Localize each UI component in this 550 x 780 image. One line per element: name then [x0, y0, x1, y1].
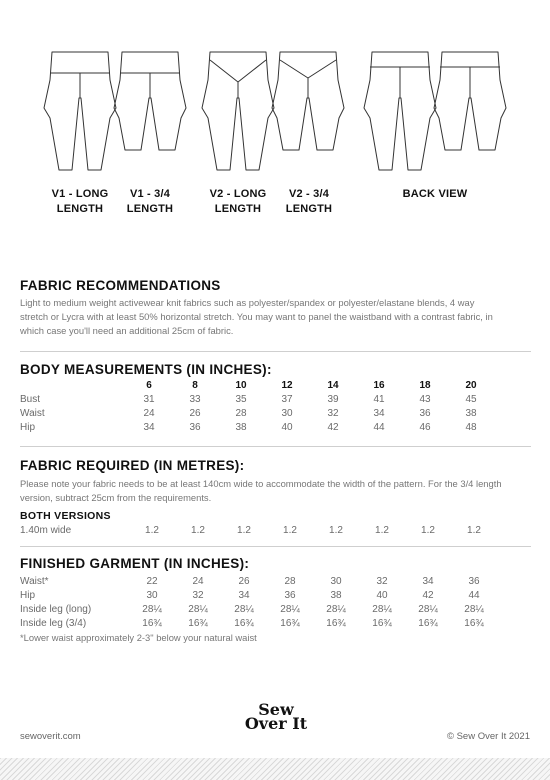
- table-cell: 28: [235, 408, 247, 419]
- size-cell: 14: [327, 380, 339, 391]
- table-cell: 1.2: [237, 525, 251, 536]
- finished-garment-title: FINISHED GARMENT (IN INCHES):: [20, 556, 250, 571]
- table-cell: 36: [419, 408, 431, 419]
- row-label: Waist: [20, 408, 45, 419]
- table-cell: 1.2: [191, 525, 205, 536]
- table-cell: 28¼: [418, 604, 438, 615]
- table-cell: 44: [468, 590, 480, 601]
- table-cell: 28¼: [188, 604, 208, 615]
- table-cell: 40: [376, 590, 388, 601]
- table-cell: 1.2: [145, 525, 159, 536]
- v1-three-quarter-leggings-drawing: [114, 52, 186, 150]
- table-cell: 36: [468, 576, 480, 587]
- v2-three-quarter-leggings-drawing: [272, 52, 344, 150]
- table-cell: 30: [330, 576, 342, 587]
- table-cell: 44: [373, 422, 385, 433]
- divider: [20, 351, 531, 352]
- table-cell: 16¾: [280, 618, 300, 629]
- row-label: 1.40m wide: [20, 525, 72, 536]
- table-cell: 31: [143, 394, 155, 405]
- table-cell: 28¼: [280, 604, 300, 615]
- back-view-long-drawing: [364, 52, 436, 170]
- table-cell: 48: [465, 422, 477, 433]
- table-cell: 26: [189, 408, 201, 419]
- table-cell: 41: [373, 394, 385, 405]
- table-cell: 38: [235, 422, 247, 433]
- sew-over-it-logo: [236, 700, 316, 733]
- table-cell: 16¾: [464, 618, 484, 629]
- row-label: Waist*: [20, 576, 49, 587]
- logo-line-1: Sew: [258, 700, 294, 719]
- decorative-stripe-border: [0, 758, 550, 780]
- size-cell: 20: [465, 380, 477, 391]
- table-cell: 1.2: [283, 525, 297, 536]
- table-cell: 1.2: [467, 525, 481, 536]
- table-cell: 36: [284, 590, 296, 601]
- logo-line-2: Over It: [244, 714, 308, 733]
- body-measurements-title: BODY MEASUREMENTS (IN INCHES):: [20, 362, 272, 377]
- table-cell: 16¾: [326, 618, 346, 629]
- fabric-required-title: FABRIC REQUIRED (IN METRES):: [20, 458, 245, 473]
- table-cell: 38: [465, 408, 477, 419]
- table-cell: 28¼: [464, 604, 484, 615]
- table-cell: 42: [327, 422, 339, 433]
- table-cell: 1.2: [421, 525, 435, 536]
- row-label: Hip: [20, 422, 36, 433]
- table-cell: 28¼: [234, 604, 254, 615]
- fabric-recommendations-text: Light to medium weight activewear knit fabrics such as polyester/spandex or polyester/elastane blends, 4 way stretch or Lycra with at least 50% horizontal stretch. You may want to panel the waistband with a contrast fabric, in which case you'll need an additional 25cm of fabric.: [20, 297, 493, 336]
- table-cell: 32: [192, 590, 204, 601]
- size-cell: 18: [419, 380, 431, 391]
- v2-long-leggings-drawing: [202, 52, 274, 170]
- table-cell: 22: [146, 576, 158, 587]
- table-cell: 16¾: [234, 618, 254, 629]
- row-label: Bust: [20, 394, 41, 405]
- table-row-fabric-width: [20, 525, 520, 539]
- table-cell: 42: [422, 590, 434, 601]
- garment-label-v2-three-quarter: V2 - 3/4 LENGTH: [285, 188, 333, 215]
- table-cell: 1.2: [375, 525, 389, 536]
- row-label: Hip: [20, 590, 36, 601]
- row-label: Inside leg (3/4): [20, 618, 87, 629]
- garment-label-back-view: BACK VIEW: [402, 188, 468, 200]
- size-cell: 8: [192, 380, 198, 391]
- table-cell: 38: [330, 590, 342, 601]
- garment-label-v1-long: V1 - LONG LENGTH: [51, 188, 109, 215]
- table-cell: 40: [281, 422, 293, 433]
- table-cell: 16¾: [372, 618, 392, 629]
- size-cell: 6: [146, 380, 152, 391]
- table-row-hip: [20, 590, 520, 604]
- table-row-waist: [20, 576, 520, 590]
- table-cell: 16¾: [188, 618, 208, 629]
- waist-footnote: *Lower waist approximately 2-3" below your natural waist: [20, 632, 257, 643]
- table-cell: 28¼: [326, 604, 346, 615]
- table-cell: 16¾: [418, 618, 438, 629]
- table-cell: 28: [284, 576, 296, 587]
- table-row-waist: [20, 408, 520, 422]
- copyright-text: © Sew Over It 2021: [446, 731, 530, 742]
- garment-label-v1-three-quarter: V1 - 3/4 LENGTH: [126, 188, 174, 215]
- table-cell: 30: [281, 408, 293, 419]
- garment-label-v2-long: V2 - LONG LENGTH: [209, 188, 267, 215]
- fabric-recommendations-title: FABRIC RECOMMENDATIONS: [20, 278, 221, 293]
- table-cell: 43: [419, 394, 431, 405]
- size-cell: 16: [373, 380, 385, 391]
- table-cell: 37: [281, 394, 293, 405]
- table-cell: 16¾: [142, 618, 162, 629]
- table-cell: 34: [422, 576, 434, 587]
- table-cell: 39: [327, 394, 339, 405]
- table-cell: 28¼: [142, 604, 162, 615]
- table-row-hip: [20, 422, 520, 436]
- both-versions-subtitle: BOTH VERSIONS: [20, 510, 111, 522]
- table-cell: 34: [238, 590, 250, 601]
- table-cell: 45: [465, 394, 477, 405]
- row-label: Inside leg (long): [20, 604, 92, 615]
- size-cell: 12: [281, 380, 293, 391]
- back-view-three-quarter-drawing: [434, 52, 506, 150]
- table-cell: 24: [143, 408, 155, 419]
- table-cell: 34: [143, 422, 155, 433]
- table-cell: 33: [189, 394, 201, 405]
- table-cell: 34: [373, 408, 385, 419]
- table-cell: 46: [419, 422, 431, 433]
- table-cell: 36: [189, 422, 201, 433]
- table-cell: 26: [238, 576, 250, 587]
- table-cell: 35: [235, 394, 247, 405]
- body-measurements-size-header: [20, 380, 520, 394]
- table-cell: 32: [376, 576, 388, 587]
- v1-long-leggings-drawing: [44, 52, 116, 170]
- table-row-bust: [20, 394, 520, 408]
- table-cell: 28¼: [372, 604, 392, 615]
- fabric-required-text: Please note your fabric needs to be at least 140cm wide to accommodate the width of the pattern. For the 3/4 length version, subtract 25cm from the requirements.: [20, 478, 502, 503]
- table-row-inside-leg-three-quarter: [20, 618, 520, 632]
- size-cell: 10: [235, 380, 247, 391]
- divider: [20, 546, 531, 547]
- table-cell: 24: [192, 576, 204, 587]
- website-link[interactable]: sewoverit.com: [20, 731, 81, 742]
- divider: [20, 446, 531, 447]
- table-cell: 32: [327, 408, 339, 419]
- table-row-inside-leg-long: [20, 604, 520, 618]
- table-cell: 30: [146, 590, 158, 601]
- table-cell: 1.2: [329, 525, 343, 536]
